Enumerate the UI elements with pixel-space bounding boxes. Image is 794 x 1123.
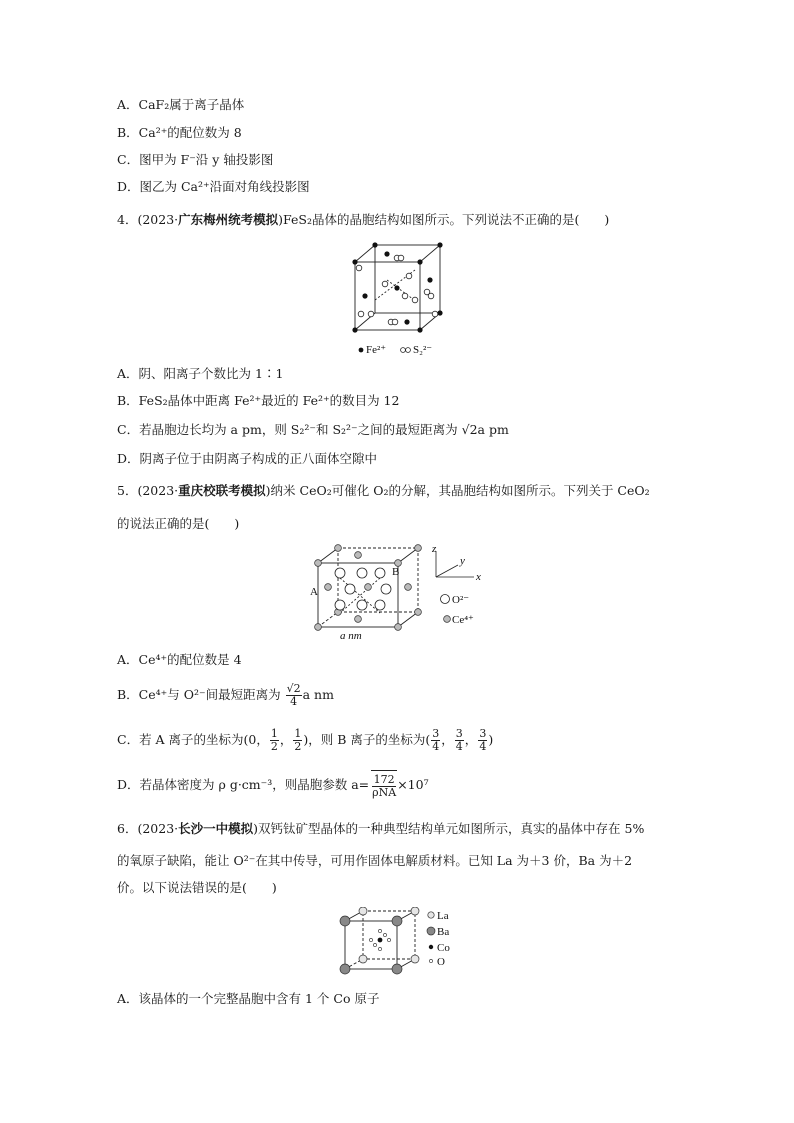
- q6-stem-line3: 价。以下说法错误的是( ): [117, 880, 277, 895]
- q5-source: 重庆校联考模拟: [178, 483, 266, 498]
- q4-option-a: A．阴、阳离子个数比为 1∶1: [117, 366, 284, 381]
- q5-option-c-prefix: C．若 A 离子的坐标为(0，: [117, 732, 269, 747]
- q5-option-c-middle: )，则 B 离子的坐标为(: [303, 732, 431, 747]
- fes2-crystal-figure: [345, 240, 455, 360]
- co-legend: Co: [437, 942, 450, 954]
- q5-option-b-suffix: a nm: [302, 687, 334, 702]
- q3-option-c: C．图甲为 F⁻沿 y 轴投影图: [117, 152, 274, 167]
- q3-option-d: D．图乙为 Ca²⁺沿面对角线投影图: [117, 179, 310, 194]
- q5-option-b-fraction: [286, 683, 302, 708]
- ceo2-crystal-figure: [310, 543, 490, 643]
- fraction-denominator: 4: [455, 740, 463, 753]
- la-legend: La: [437, 910, 449, 922]
- q5-source-open: (2023·: [137, 483, 179, 498]
- fraction-denominator: 2: [294, 740, 302, 753]
- fraction-denominator: 4: [290, 695, 298, 708]
- fraction-numerator: 1: [294, 727, 302, 740]
- q6-source-close: ): [253, 821, 259, 836]
- fraction-denominator: 4: [479, 740, 487, 753]
- fraction-numerator: 3: [432, 727, 440, 740]
- q3-option-a: A．CaF₂属于离子晶体: [117, 97, 245, 112]
- root-fraction: [372, 774, 396, 799]
- fraction-1: [270, 728, 279, 753]
- q4-option-c: C．若晶胞边长均为 a pm，则 S₂²⁻和 S₂²⁻之间的最短距离为 √2a pm: [117, 422, 509, 437]
- ba-legend: Ba: [437, 926, 450, 938]
- fraction-4: [455, 728, 464, 753]
- fraction-5: [478, 728, 487, 753]
- q5-option-a: A．Ce⁴⁺的配位数是 4: [117, 652, 242, 667]
- q5-option-c-suffix: ): [488, 732, 494, 747]
- fraction-denominator: 2: [270, 740, 278, 753]
- axis-y-label: y: [460, 555, 465, 567]
- fraction-3: [431, 728, 440, 753]
- s2-legend: S₂²⁻: [413, 344, 433, 356]
- o2-legend: O²⁻: [452, 594, 470, 606]
- fraction-numerator: √2: [286, 682, 301, 695]
- label-a: A: [310, 586, 318, 598]
- axis-x-label: x: [476, 571, 481, 583]
- q5-stem-text: 纳米 CeO₂可催化 O₂的分解，其晶胞结构如图所示。下列关于 CeO₂: [270, 483, 650, 498]
- fraction-denominator: ρNA: [372, 786, 397, 799]
- q5-number: 5．: [117, 483, 138, 498]
- o-legend: O: [437, 956, 445, 968]
- q5-option-c: C．若 A 离子的坐标为(0， $\frac{1}{2}$ ， $\frac{1}{2}$ )，则 B 离子的坐标为( $\frac{3}{4}$ ， $\frac{3}{4}$ ， $\frac{3}{4}$ ): [117, 727, 494, 753]
- q4-number: 4．: [117, 212, 138, 227]
- label-b: B: [392, 566, 400, 578]
- q4-stem: [117, 211, 609, 229]
- q6-stem-text: 双钙钛矿型晶体的一种典型结构单元如图所示，真实的晶体中存在 5%: [258, 821, 645, 836]
- q5-option-b-prefix: B．Ce⁴⁺与 O²⁻间最短距离为: [117, 687, 281, 702]
- q6-stem-line1: [117, 820, 644, 838]
- q4-stem-text: FeS₂晶体的晶胞结构如图所示。下列说法不正确的是( ): [283, 212, 610, 227]
- double-perovskite-figure: [335, 907, 465, 977]
- q6-stem-line2: 的氧原子缺陷，能让 O²⁻在其中传导，可用作固体电解质材料。已知 La 为＋3 价，Ba 为＋2: [117, 853, 633, 868]
- fraction-denominator: 4: [432, 740, 440, 753]
- q5-option-d-prefix: D．若晶体密度为 ρ g·cm⁻³，则晶胞参数 a=: [117, 777, 370, 792]
- q5-option-d-suffix: ×10⁷: [397, 777, 429, 792]
- q6-source: 长沙一中模拟: [178, 821, 254, 836]
- axis-z-label: z: [432, 543, 437, 555]
- ce4-legend: Ce⁴⁺: [452, 614, 474, 626]
- fe2-legend: Fe²⁺: [366, 344, 387, 356]
- q6-option-a: A．该晶体的一个完整晶胞中含有 1 个 Co 原子: [117, 991, 380, 1006]
- fraction-numerator: 3: [455, 727, 463, 740]
- q5-source-close: ): [265, 483, 271, 498]
- q5-option-b: [117, 680, 334, 710]
- cube-root: [371, 770, 397, 801]
- q3-option-b: B．Ca²⁺的配位数为 8: [117, 125, 242, 140]
- q5-option-d: [117, 770, 429, 801]
- fraction-numerator: 3: [479, 727, 487, 740]
- q4-option-d: D．阴离子位于由阴离子构成的正八面体空隙中: [117, 451, 378, 466]
- q4-option-b: B．FeS₂晶体中距离 Fe²⁺最近的 Fe²⁺的数目为 12: [117, 393, 400, 408]
- edge-label: a nm: [340, 630, 362, 642]
- fraction-numerator: 1: [270, 727, 278, 740]
- q4-source: 广东梅州统考模拟: [178, 212, 279, 227]
- q4-source-close: ): [278, 212, 284, 227]
- fraction-numerator: 172: [373, 773, 395, 786]
- fraction-2: [293, 728, 302, 753]
- q5-stem-line1: [117, 482, 650, 500]
- q6-number: 6．: [117, 821, 138, 836]
- q4-source-open: (2023·: [137, 212, 179, 227]
- q6-source-open: (2023·: [137, 821, 179, 836]
- q5-stem-line2: 的说法正确的是( ): [117, 516, 240, 531]
